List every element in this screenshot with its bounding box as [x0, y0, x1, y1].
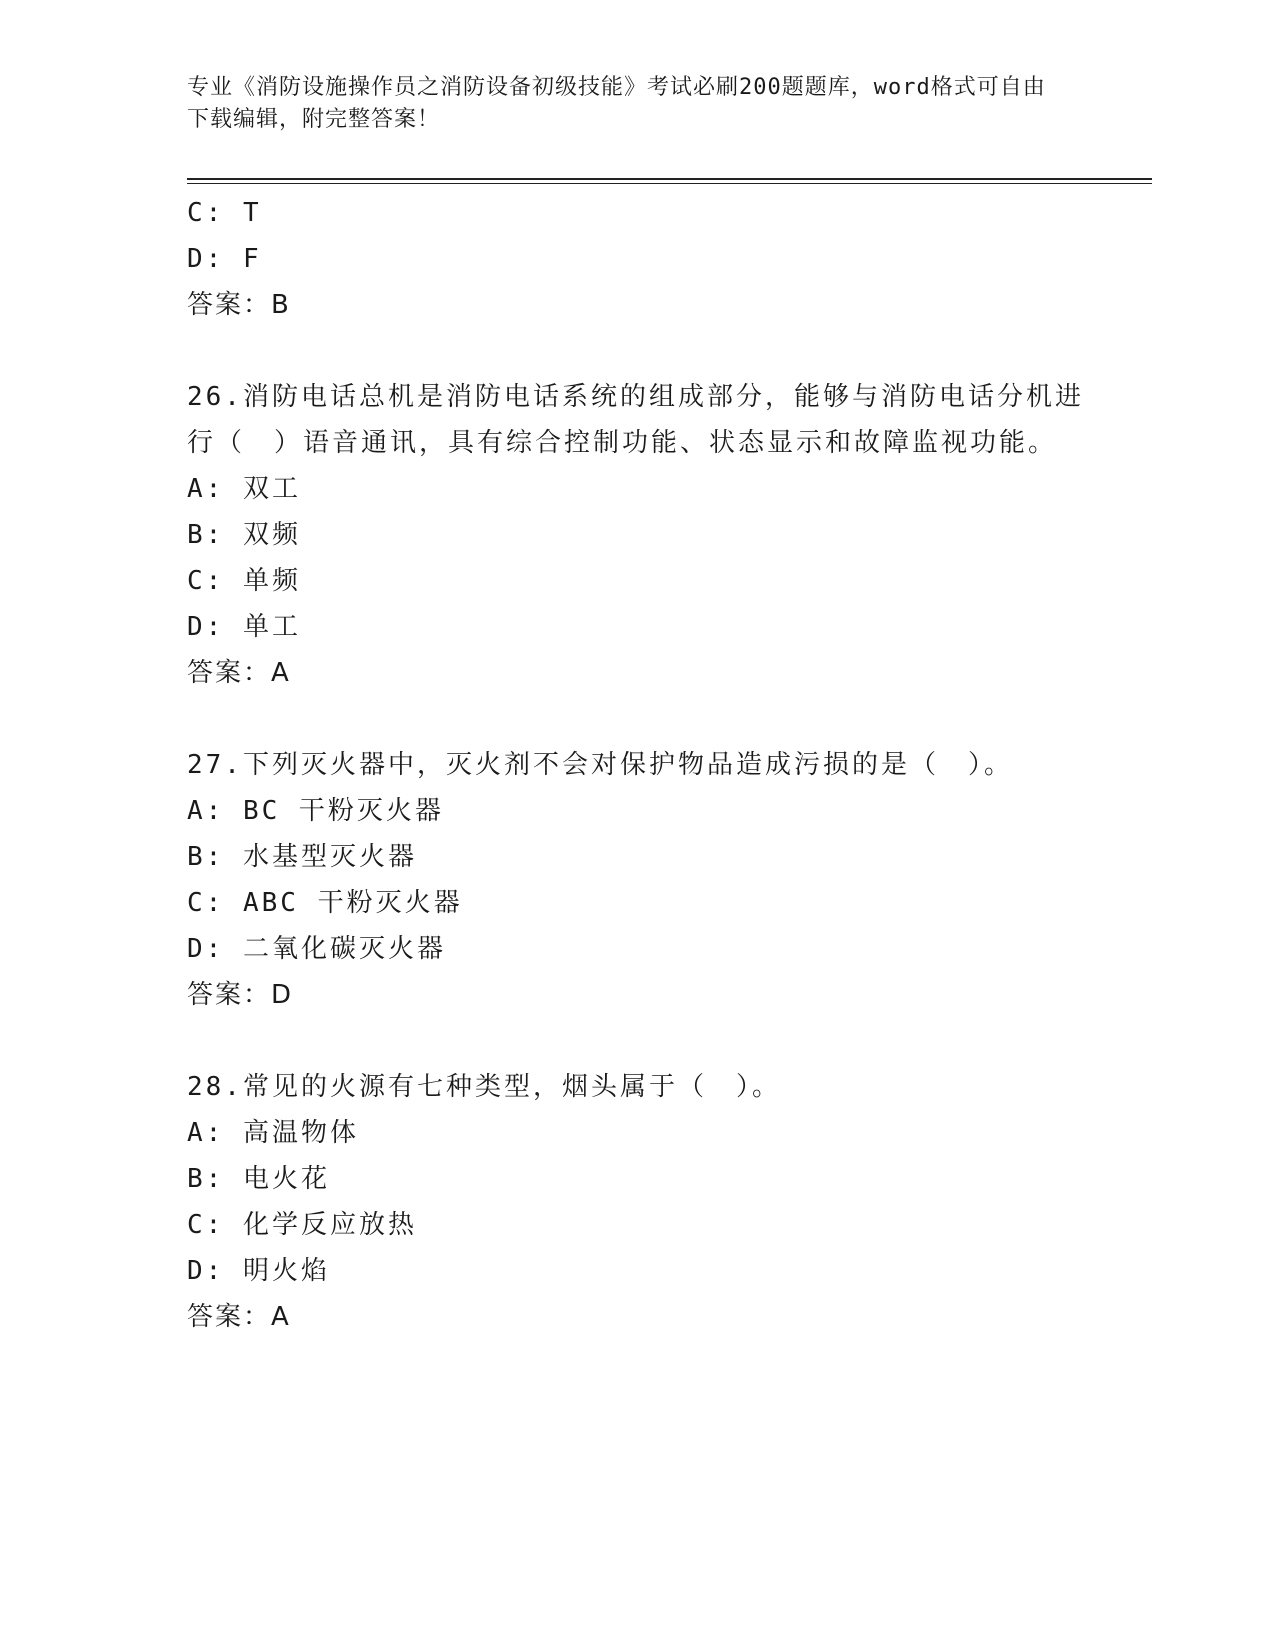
- question-27: [187, 742, 1107, 1018]
- option: C: 化学反应放热: [187, 1210, 417, 1240]
- page-header: [187, 72, 1067, 136]
- option: D: 明火焰: [187, 1256, 330, 1286]
- answer: 答案：A: [187, 1302, 291, 1332]
- option: A: BC 干粉灭火器: [187, 796, 444, 826]
- option: B: 水基型灭火器: [187, 842, 417, 872]
- spacer: [187, 328, 1107, 374]
- option: D: F: [187, 244, 262, 274]
- option: C: T: [187, 198, 262, 228]
- option: A: 高温物体: [187, 1118, 359, 1148]
- spacer: [187, 1018, 1107, 1064]
- header-title: 专业《消防设施操作员之消防设备初级技能》考试必刷200题题库，word格式可自由下载编辑，附完整答案！: [187, 75, 1046, 132]
- question-text: 28.常见的火源有七种类型，烟头属于（ ）。: [187, 1072, 781, 1102]
- option: A: 双工: [187, 474, 301, 504]
- answer: 答案：B: [187, 290, 291, 320]
- option: D: 单工: [187, 612, 301, 642]
- previous-question-tail: [187, 190, 1107, 328]
- spacer: [187, 696, 1107, 742]
- option: B: 双频: [187, 520, 301, 550]
- header-rule-thick: [187, 178, 1152, 180]
- option: D: 二氧化碳灭火器: [187, 934, 446, 964]
- question-26: [187, 374, 1107, 696]
- document-body: [187, 190, 1107, 1340]
- option: C: ABC 干粉灭火器: [187, 888, 463, 918]
- question-28: [187, 1064, 1107, 1340]
- answer: 答案：D: [187, 980, 294, 1010]
- option: B: 电火花: [187, 1164, 330, 1194]
- question-text: 26.消防电话总机是消防电话系统的组成部分，能够与消防电话分机进行（ ）语音通讯，具有综合控制功能、状态显示和故障监视功能。: [187, 382, 1084, 458]
- question-text: 27.下列灭火器中，灭火剂不会对保护物品造成污损的是（ ）。: [187, 750, 1013, 780]
- option: C: 单频: [187, 566, 301, 596]
- header-rule-thin: [187, 183, 1152, 184]
- answer: 答案：A: [187, 658, 291, 688]
